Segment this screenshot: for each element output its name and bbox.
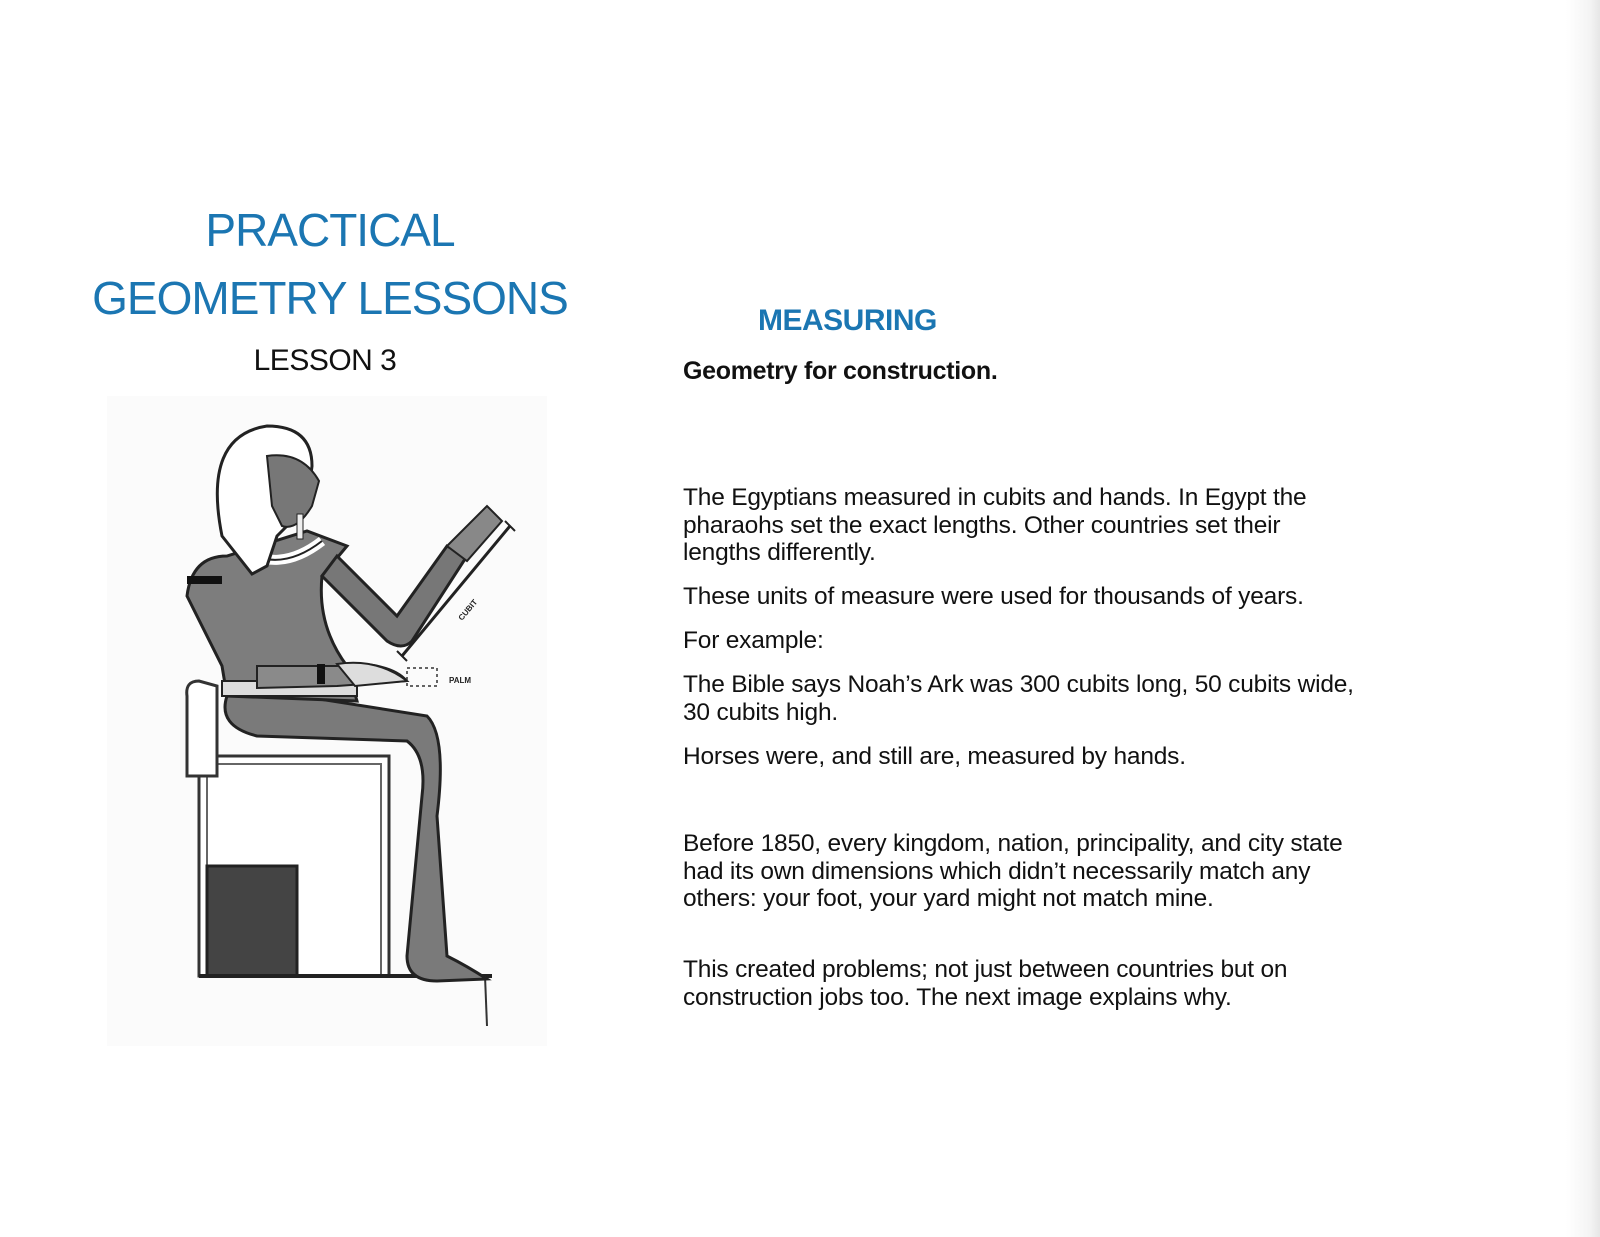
paragraph-thousands-of-years (683, 583, 1304, 611)
text-line: had its own dimensions which didn’t necessarily match any (683, 857, 1311, 885)
text-line: For example: (683, 627, 824, 654)
text-line: This created problems; not just between countries but on (683, 956, 1288, 983)
paragraph-noahs-ark (683, 671, 1354, 726)
scan-page-edge (1566, 0, 1600, 1237)
paragraph-egyptian-units (683, 484, 1306, 567)
paragraph-horses (683, 743, 1186, 771)
text-line: construction jobs too. The next image explains why. (683, 983, 1232, 1011)
text-line: Horses were, and still are, measured by hands. (683, 743, 1186, 770)
paragraph-problems (683, 956, 1287, 1011)
palm-label: PALM (449, 676, 472, 685)
text-line: Before 1850, every kingdom, nation, principality, and city state (683, 830, 1343, 857)
cubit-label: CUBIT (456, 597, 480, 623)
paragraph-before-1850 (683, 830, 1343, 913)
section-heading: MEASURING (758, 304, 937, 337)
text-line: pharaohs set the exact lengths. Other countries set their (683, 511, 1281, 539)
text-line: 30 cubits high. (683, 698, 838, 726)
text-line: lengths differently. (683, 539, 876, 566)
text-line: The Bible says Noah’s Ark was 300 cubits long, 50 cubits wide, (683, 671, 1354, 698)
lesson-number: LESSON 3 (253, 344, 397, 377)
document-title-line-2: GEOMETRY LESSONS (92, 272, 568, 324)
egyptian-cubit-illustration (107, 396, 547, 1046)
section-subheading: Geometry for construction. (683, 357, 998, 385)
text-line: The Egyptians measured in cubits and hands. In Egypt the (683, 484, 1307, 511)
text-line: others: your foot, your yard might not match mine. (683, 885, 1214, 912)
paragraph-for-example (683, 627, 824, 655)
text-line: These units of measure were used for thousands of years. (683, 583, 1304, 610)
document-title-line-1: PRACTICAL (205, 204, 455, 256)
